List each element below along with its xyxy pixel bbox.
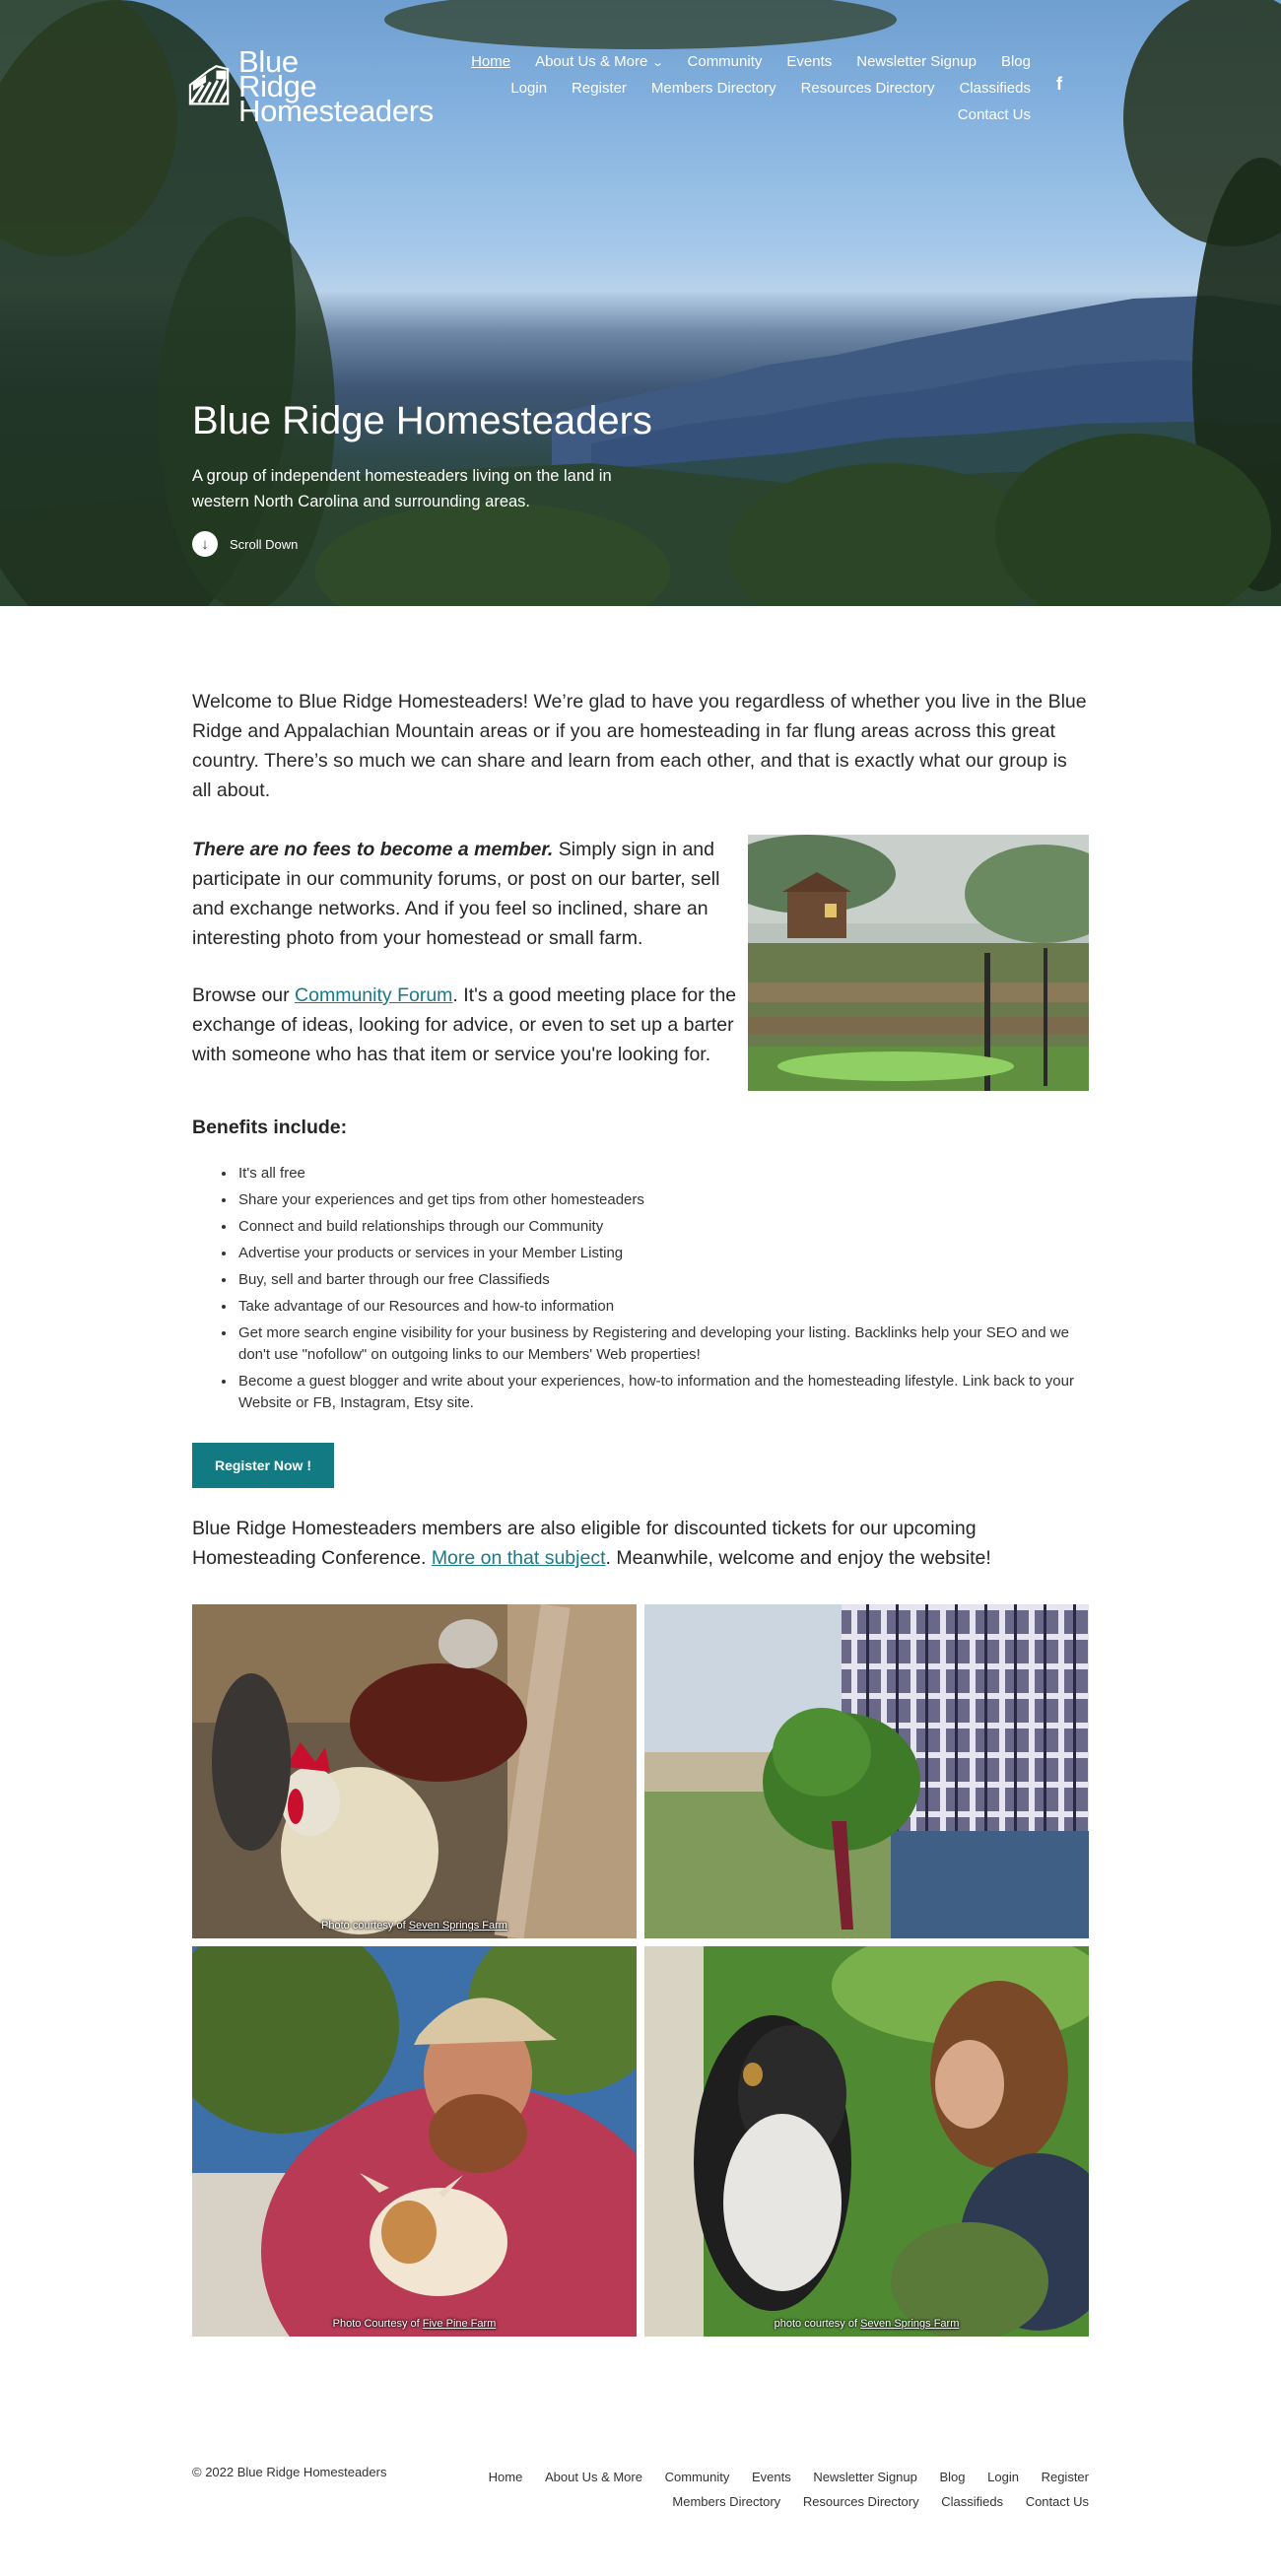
nav-members-directory[interactable]: Members Directory	[650, 80, 776, 97]
woman-with-goat-image	[644, 1946, 1089, 2337]
benefit-item: • Take advantage of our Resources and how-to information	[236, 1296, 1089, 1318]
benefits-heading: Benefits include:	[192, 1117, 348, 1138]
gallery-photo-goat-man	[192, 1946, 637, 2337]
site-footer	[192, 2465, 1089, 2553]
community-forum-link[interactable]: Community Forum	[295, 984, 453, 1006]
footer-link-login[interactable]: Login	[987, 2470, 1019, 2484]
nav-events[interactable]: Events	[786, 53, 833, 70]
footer-link-newsletter-signup[interactable]: Newsletter Signup	[813, 2470, 917, 2484]
arrow-down-icon: ↓	[192, 531, 218, 557]
forum-paragraph	[192, 981, 744, 1069]
register-now-button[interactable]: Register Now !	[192, 1443, 334, 1488]
nav-newsletter-signup[interactable]: Newsletter Signup	[856, 53, 977, 70]
man-with-goat-image	[192, 1946, 637, 2337]
conference-prefix: Blue Ridge Homesteaders members are also eligible for discounted tickets for our upcoming Homesteading Conference.	[192, 1518, 977, 1569]
conference-suffix: . Meanwhile, welcome and enjoy the website!	[605, 1547, 991, 1569]
footer-link-community[interactable]: Community	[664, 2470, 730, 2484]
fees-paragraph	[192, 835, 744, 953]
intro-paragraph: Welcome to Blue Ridge Homesteaders! We’re glad to have you regardless of whether you live in the Blue Ridge and Appalachian Mountain areas or if you are homesteading in far flung areas across this great country. There’s so much we can share and learn from each other, and that is exactly what our group is all about.	[192, 691, 1087, 801]
scroll-down-label: Scroll Down	[230, 536, 299, 552]
membership-section	[192, 835, 1089, 1091]
benefit-item: • Advertise your products or services in your Member Listing	[236, 1243, 1089, 1264]
hero-banner	[0, 0, 1281, 606]
caption-link[interactable]: Five Pine Farm	[422, 2318, 497, 2330]
nav-login[interactable]: Login	[510, 80, 548, 97]
nav-row-1	[400, 48, 1031, 75]
photo-caption	[644, 2318, 1089, 2330]
site-logo[interactable]	[187, 43, 434, 128]
forum-suffix: . It's a good meeting place for the exchange of ideas, looking for advice, or even to set up a barter with someone who has that item or service you're looking for.	[192, 984, 737, 1065]
nav-row-2	[400, 75, 1031, 102]
rooster-image	[192, 1604, 637, 1938]
benefit-item: • Buy, sell and barter through our free Classifieds	[236, 1269, 1089, 1291]
logo-line-3: Homesteaders	[238, 93, 434, 128]
benefit-item: • Connect and build relationships through our Community	[236, 1216, 1089, 1238]
footer-link-contact-us[interactable]: Contact Us	[1025, 2494, 1089, 2509]
hero-title: Blue Ridge Homesteaders	[192, 399, 652, 442]
benefit-item: • Become a guest blogger and write about your experiences, how-to information and the homesteading lifestyle. Link back to your Website or FB, Instagram, Etsy site.	[236, 1371, 1089, 1414]
conference-paragraph	[192, 1514, 1089, 1573]
footer-row-2	[470, 2489, 1089, 2514]
benefits-list	[236, 1163, 1089, 1414]
logo-line-2: Ridge	[238, 68, 317, 103]
nav-classifieds[interactable]: Classifieds	[959, 80, 1031, 97]
footer-link-classifieds[interactable]: Classifieds	[941, 2494, 1004, 2509]
caption-prefix: Photo Courtesy of	[332, 2318, 423, 2330]
footer-link-members-directory[interactable]: Members Directory	[672, 2494, 781, 2509]
barn-logo-icon	[187, 51, 236, 120]
garden-photo	[748, 835, 1089, 1091]
footer-link-register[interactable]: Register	[1041, 2470, 1089, 2484]
gallery-photo-rooster	[192, 1604, 637, 1938]
photo-caption	[192, 2318, 637, 2330]
fees-text: Simply sign in and participate in our community forums, or post on our barter, sell and exchange networks. And if you feel so inclined, share an interesting photo from your homestead or small farm.	[192, 839, 720, 949]
benefit-item: • It's all free	[236, 1163, 1089, 1185]
membership-text	[192, 835, 744, 1091]
chevron-down-icon: ⌄	[651, 57, 665, 69]
logo-line-1: Blue	[238, 43, 299, 79]
photo-caption	[192, 1920, 637, 1932]
benefit-item: • Share your experiences and get tips from other homesteaders	[236, 1189, 1089, 1211]
fees-bold-text: There are no fees to become a member.	[192, 839, 554, 860]
photo-gallery	[192, 1604, 1089, 2337]
footer-link-blog[interactable]: Blog	[939, 2470, 966, 2484]
facebook-icon[interactable]: f	[1056, 74, 1062, 94]
main-content	[192, 687, 1089, 2337]
scroll-down-button[interactable]	[192, 531, 298, 557]
gallery-photo-goat-woman	[644, 1946, 1089, 2337]
hero-subtitle: A group of independent homesteaders living on the land in western North Carolina and surrounding areas.	[192, 467, 612, 510]
caption-link[interactable]: Seven Springs Farm	[408, 1920, 507, 1932]
greens-harvest-image	[644, 1604, 1089, 1938]
nav-register[interactable]: Register	[572, 80, 627, 97]
more-on-that-subject-link[interactable]: More on that subject	[431, 1547, 606, 1569]
main-navigation	[400, 48, 1031, 128]
gallery-photo-greens	[644, 1604, 1089, 1938]
footer-link-events[interactable]: Events	[751, 2470, 791, 2484]
nav-resources-directory[interactable]: Resources Directory	[800, 80, 935, 97]
nav-row-3	[400, 102, 1031, 128]
nav-contact-us[interactable]: Contact Us	[957, 106, 1031, 123]
benefit-item: • Get more search engine visibility for your business by Registering and developing your listing. Backlinks help your SEO and we don't use "nofollow" on outgoing links to our Members' Web properties!	[236, 1322, 1089, 1366]
nav-about-us[interactable]	[535, 53, 665, 70]
nav-about-us-label: About Us & More	[535, 53, 648, 70]
caption-prefix: photo courtesy of	[774, 2318, 861, 2330]
nav-blog[interactable]: Blog	[1000, 53, 1031, 70]
footer-link-about-us[interactable]: About Us & More	[544, 2470, 642, 2484]
footer-row-1	[470, 2465, 1089, 2489]
caption-prefix: Photo courtesy of	[321, 1920, 409, 1932]
forum-prefix: Browse our	[192, 984, 296, 1006]
nav-community[interactable]: Community	[687, 53, 763, 70]
footer-copyright: © 2022 Blue Ridge Homesteaders	[192, 2465, 387, 2479]
footer-link-home[interactable]: Home	[488, 2470, 523, 2484]
caption-link[interactable]: Seven Springs Farm	[860, 2318, 960, 2330]
nav-home[interactable]: Home	[471, 53, 511, 70]
footer-navigation	[470, 2465, 1089, 2514]
footer-link-resources-directory[interactable]: Resources Directory	[802, 2494, 919, 2509]
